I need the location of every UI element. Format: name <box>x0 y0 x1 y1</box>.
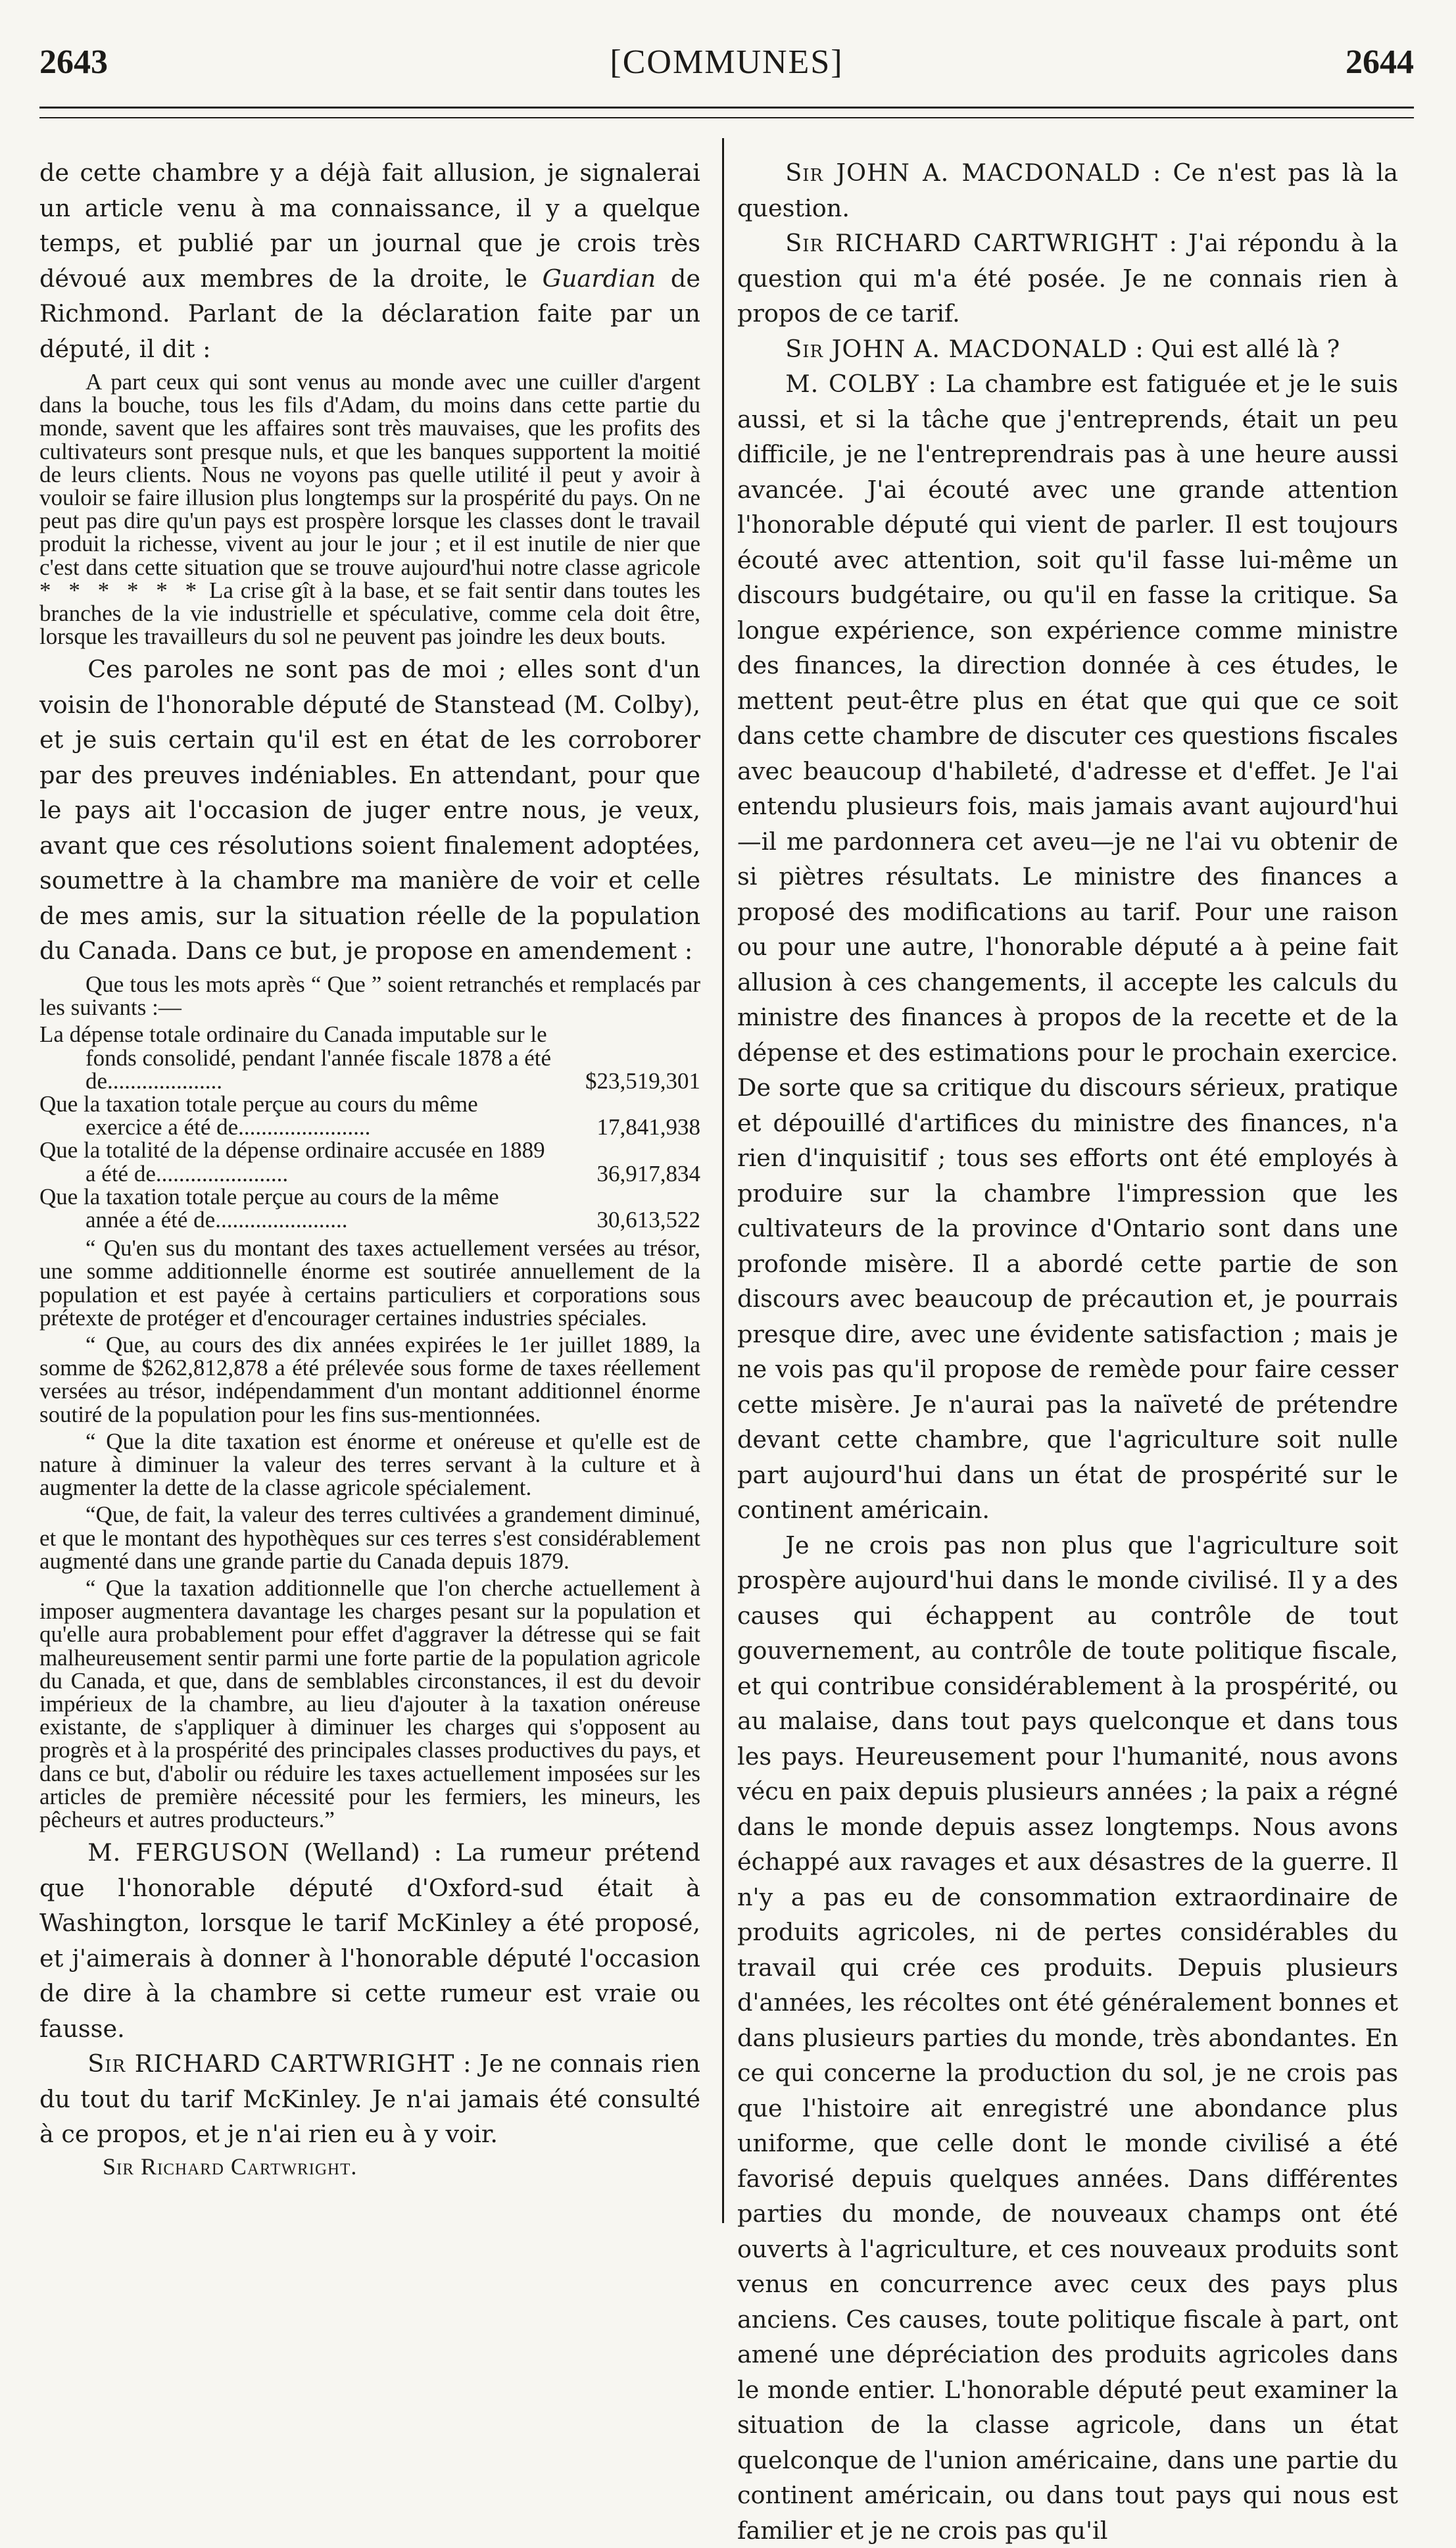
speech-colby: M. COLBY : La chambre est fatiguée et je le suis aussi, et si la tâche que j'entreprends, était un peu difficile, je ne l'entreprendrais pas à une heure aussi avancée. J'ai écouté avec une grande attention l'honorable député qui vient de parler. Il est toujours écouté avec attention, soit qu'il fasse lui-même un discours budgétaire, ou qu'il en fasse la critique. Sa longue expérience, son expérience comme ministre des finances, la direction donnée à ces études, le mettent peut-être plus en état que qui que ce soit dans cette chambre de discuter ces questions fiscales avec beaucoup d'habileté, d'adresse et d'effet. Je l'ai entendu plusieurs fois, mais jamais avant aujourd'hui—il me pardonnera cet aveu—je ne l'ai vu obtenir de si piètres résultats. Le ministre des finances a proposé des modifications au tarif. Pour une raison ou pour une autre, l'honorable député a à peine fait allusion à ces changements, il accepte les calculs du ministre des finances à propos de la recette et de la dépense et des estimations pour le prochain exercice. De sorte que sa critique du discours sérieux, pratique et dépouillé d'artifices du ministre des finances, n'a rien d'inquisitif ; tous ses efforts ont été employés à produire sur la chambre l'impression que les cultivateurs de la province d'Ontario sont dans une profonde misère. Il a abordé cette partie de son discours avec beaucoup de précaution et, je pourrais presque dire, avec une évidente satisfaction ; mais je ne vois pas qu'il propose de remède pour faire cesser cette misère. Je n'aurai pas la naïveté de prétendre devant cette chambre, que l'agriculture soit nulle part aujourd'hui dans un état de prospérité sur le continent américain. <box>737 366 1398 1528</box>
table-amount: 30,613,522 <box>556 1185 700 1231</box>
speaker-name: Sir JOHN A. MACDONALD <box>785 159 1141 187</box>
table-row <box>39 1139 700 1185</box>
speaker-name: M. FERGUSON <box>87 1838 290 1867</box>
table-row <box>39 1092 700 1139</box>
table-row <box>39 1023 700 1092</box>
newspaper-quote: A part ceux qui sont venus au monde avec une cuiller d'argent dans la bouche, tous les fils d'Adam, du moins dans cette partie du monde, savent que les affaires sont très mauvaises, que les profits des cultivateurs sont presque nuls, et que les banques supportent la moitié de leurs clients. Nous ne voyons pas quelle utilité il peut y avoir à vouloir se faire illusion plus longtemps sur la prospérité du pays. On ne peut pas dire qu'un pays est prospère lorsque les classes dont le travail produit la richesse, vivent au jour le jour ; et il est inutile de nier que c'est dans cette situation que se trouve aujourd'hui notre classe agricole * * * * * * La crise gît à la base, et se fait sentir dans toutes les branches de la vie industrielle et spéculative, comme cela doit être, lorsque les travailleurs du sol ne peuvent pas joindre les deux bouts. <box>39 370 700 648</box>
page-number-right: 2644 <box>1346 39 1414 86</box>
running-title: [COMMUNES] <box>39 39 1414 86</box>
table-label: Que la taxation totale perçue au cours de la même année a été de....................... <box>39 1185 556 1231</box>
speaker-name: Sir RICHARD CARTWRIGHT <box>785 229 1158 257</box>
table-amount: $23,519,301 <box>556 1023 700 1092</box>
newspaper-title: Guardian <box>543 264 656 293</box>
speech-macdonald: Sir JOHN A. MACDONALD : Qui est allé là ? <box>737 331 1398 367</box>
paragraph: Je ne crois pas non plus que l'agriculture soit prospère aujourd'hui dans le monde civilisé. Il y a des causes qui échappent au contrôle de tout gouvernement, au contrôle de toute politique fiscale, et qui contribue considérablement à la prospérité, ou au malaise, dans tout pays quelconque et dans tous les pays. Heureusement pour l'humanité, nous avons vécu en paix depuis plusieurs années ; la paix a régné dans le monde depuis assez longtemps. Nous avons échappé aux ravages et aux désastres de la guerre. Il n'y a pas eu de consommation extraordinaire de produits agricoles, ni de pertes considérables du travail qui crée ces produits. Depuis plusieurs d'années, les récoltes ont été généralement bonnes et dans plusieurs parties du monde, très abondantes. En ce qui concerne la production du sol, je ne crois pas que l'histoire ait enregistré une abondance plus uniforme, que celle dont le monde civilisé a été favorisé depuis quelques années. Dans différentes parties du monde, de nouveaux champs ont été ouverts à l'agriculture, et ces nouveaux produits sont venus en concurrence avec ceux des pays plus anciens. Ces causes, toute politique fiscale à part, ont amené une dépréciation des produits agricoles dans le monde entier. L'honorable député peut examiner la situation de la classe agricole, dans un état quelconque de l'union américaine, dans une partie du continent américain, ou dans tout pays qui nous est familier et je ne crois pas qu'il <box>737 1528 1398 2548</box>
column-divider <box>722 138 724 2223</box>
left-column <box>39 155 700 2234</box>
table-label: La dépense totale ordinaire du Canada imputable sur le fonds consolidé, pendant l'année fiscale 1878 a été de.................... <box>39 1023 556 1092</box>
speaker-name: M. COLBY <box>785 370 919 398</box>
amendment-intro: Que tous les mots après “ Que ” soient retranchés et remplacés par les suivants :— <box>39 973 700 1019</box>
paragraph: Ces paroles ne sont pas de moi ; elles sont d'un voisin de l'honorable député de Stanstead (M. Colby), et je suis certain qu'il est en état de les corroborer par des preuves indéniables. En attendant, pour que le pays ait l'occasion de juger entre nous, je veux, avant que ces résolutions soient finalement adoptées, soumettre à la chambre ma manière de voir et celle de mes amis, sur la situation réelle de la population du Canada. Dans ce but, je propose en amendement : <box>39 652 700 969</box>
ellipsis-stars: * * * * * * <box>39 577 202 603</box>
right-column <box>737 155 1398 2234</box>
resolution: “Que, de fait, la valeur des terres cultivées a grandement diminué, et que le montant des hypothèques sur ces terres s'est considérablement augmenté dans une grande partie du Canada depuis 1879. <box>39 1503 700 1573</box>
speech-cartwright: Sir RICHARD CARTWRIGHT : J'ai répondu à la question qui m'a été posée. Je ne connais rien à propos de ce tarif. <box>737 226 1398 331</box>
page-header <box>39 39 1414 86</box>
resolution: “ Qu'en sus du montant des taxes actuellement versées au trésor, une somme additionnelle énorme est soutirée annuellement de la population et est payée à certains particuliers et corporations sous prétexte de protéger et d'encourager certaines industries spéciales. <box>39 1237 700 1329</box>
resolution: “ Que, au cours des dix années expirées le 1er juillet 1889, la somme de $262,812,878 a été prélevée sous forme de taxes réellement versées au trésor, indépendamment d'un montant additionnel énorme soutiré de la population pour les fins sus-mentionnées. <box>39 1333 700 1426</box>
table-amount: 36,917,834 <box>556 1139 700 1185</box>
expenditure-table <box>39 1023 700 1231</box>
header-rule-thin <box>39 117 1414 118</box>
resolution: “ Que la taxation additionnelle que l'on cherche actuellement à imposer augmentera davantage les charges pesant sur la population et qu'elle aura probablement pour effet d'aggraver la détresse qui se fait malheureusement sentir parmi une forte partie de la population agricole du Canada, et que, dans de semblables circonstances, il est du devoir impérieux de la chambre, au lieu d'ajouter à la taxation onéreuse existante, de s'appliquer à diminuer les charges qui s'opposent au progrès et à la prospérité des principales classes productives du pays, et dans ce but, d'abolir ou réduire les taxes actuellement imposées sur les articles de première nécessité pour les fermiers, les mineurs, les pêcheurs et autres producteurs.” <box>39 1577 700 1831</box>
header-rule <box>39 107 1414 109</box>
table-label: Que la taxation totale perçue au cours du même exercice a été de....................... <box>39 1092 556 1139</box>
resolution: “ Que la dite taxation est énorme et onéreuse et qu'elle est de nature à diminuer la valeur des terres servant à la culture et à augmenter la dette de la classe agricole spécialement. <box>39 1430 700 1500</box>
speech-cartwright: Sir RICHARD CARTWRIGHT : Je ne connais rien du tout du tarif McKinley. Je n'ai jamais été consulté à ce propos, et je n'ai rien eu à y voir. <box>39 2046 700 2152</box>
speech-macdonald: Sir JOHN A. MACDONALD : Ce n'est pas là la question. <box>737 155 1398 226</box>
signature: Sir Richard Cartwright. <box>39 2152 700 2181</box>
table-row <box>39 1185 700 1231</box>
table-label: Que la totalité de la dépense ordinaire accusée en 1889 a été de....................... <box>39 1139 556 1185</box>
table-amount: 17,841,938 <box>556 1092 700 1139</box>
page-number-left: 2643 <box>39 39 108 86</box>
paragraph: de cette chambre y a déjà fait allusion, je signalerai un article venu à ma connaissance, il y a quelque temps, et publié par un journal que je crois très dévoué aux membres de la droite, le Guardian de Richmond. Parlant de la déclaration faite par un député, il dit : <box>39 155 700 366</box>
speech-ferguson: M. FERGUSON (Welland) : La rumeur prétend que l'honorable député d'Oxford-sud était à Washington, lorsque le tarif McKinley a été proposé, et j'aimerais à donner à l'honorable député l'occasion de dire à la chambre si cette rumeur est vraie ou fausse. <box>39 1835 700 2046</box>
speaker-name: Sir JOHN A. MACDONALD <box>785 335 1128 363</box>
speaker-name: Sir RICHARD CARTWRIGHT <box>87 2049 454 2078</box>
